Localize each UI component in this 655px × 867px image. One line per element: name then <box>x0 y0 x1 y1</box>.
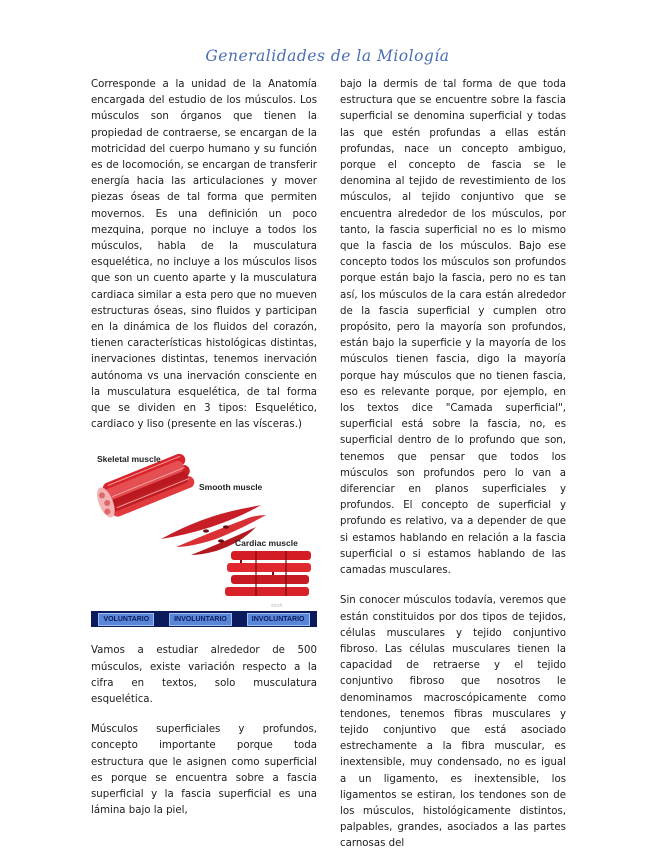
tag-involuntario-cardiac: INVOLUNTARIO <box>247 613 310 626</box>
left-column <box>91 77 317 834</box>
watermark: stock <box>271 603 283 610</box>
right-column <box>340 77 566 867</box>
paragraph-fascia: bajo la dermis de tal forma de que toda estructura que se encuentre sobre la fascia superficial se denomina superficial y todas las que estén profundas a ellas están profundas, nace un concepto ambiguo, porque el concepto de fascia se le denomina al tejido de revestimiento de los músculos, al tejido conjuntivo que se encuentra alrededor de los músculos, por tanto, la fascia superficial no es lo mismo que la fascia de los músculos. Bajo ese concepto todos los músculos son profundos porque están bajo la fascia, pero no es tan así, los músculos de la cara están alrededor de la fascia superficial y cumplen otro propósito, pero la mayoría son profundos, están bajo la superficie y la mayoría de los músculos tienen fascia, digo la mayoría porque hay músculos que no tienen fascia, eso es relevante porque, por ejemplo, en los textos dice "Camada superficial", superficial está sobre la fascia, no, es superficial dentro de lo profundo que son, tenemos que pensar que todos los músculos son profundos pero lo van a diferenciar en planos superficiales y profundos. El concepto de superficial y profundo es relativo, va a depender de que si estamos hablando en relación a la fascia superficial o si estamos hablando de las camadas musculares. <box>340 79 566 577</box>
label-skeletal: Skeletal muscle <box>97 454 161 465</box>
paragraph-superficial: Músculos superficiales y profundos, concepto importante porque toda estructura que le asignen como superficial es porque se encuentra sobre a fascia superficial y la fascia superficial es una lámina bajo la piel, <box>91 724 317 817</box>
label-smooth: Smooth muscle <box>199 482 263 493</box>
muscle-illustration <box>91 447 317 611</box>
paragraph-muscle-count: Vamos a estudiar alrededor de 500 músculos, existe variación respecto a la cifra en textos, solo musculatura esquelética. <box>91 645 317 706</box>
muscle-types-figure <box>91 447 317 627</box>
label-cardiac: Cardiac muscle <box>235 538 298 549</box>
tag-voluntario: VOLUNTARIO <box>98 613 154 626</box>
cardiac-muscle-image <box>225 551 311 596</box>
muscle-control-bar <box>91 611 317 627</box>
page-title: Generalidades de la Miología <box>205 47 450 65</box>
tag-involuntario-smooth: INVOLUNTARIO <box>169 613 232 626</box>
paragraph-intro: Corresponde a la unidad de la Anatomía encargada del estudio de los músculos. Los músculos son órganos que tienen la propiedad de contraerse, se encargan de la motricidad del cuerpo humano y su función es de locomoción, se encargan de transferir energía hacia las articulaciones y mover piezas óseas de tal forma que permiten movernos. Es una definición un poco mezquina, porque no incluye a todos los músculos, habla de la musculatura esquelética, no incluye a los músculos lisos que son un cuento aparte y la musculatura cardiaca similar a esta pero que no mueven estructuras óseas, sino fluidos y participan en la dinámica de los fluidos del corazón, tienen características histológicas distintas, inervaciones distintas, tenemos inervación autónoma vs una inervación consciente en la musculatura esquelética, de tal forma que se dividen en 3 tipos: Esquelético, cardiaco y liso (presente en las vísceras.) <box>91 79 317 431</box>
paragraph-tissues: Sin conocer músculos todavía, veremos que están constituidos por dos tipos de tejidos, células musculares y tejido conjuntivo fibroso. Las células musculares tienen la capacidad de retraerse y el tejido conjuntivo fibroso que nosotros le denominamos macroscópicamente como tendones, tenemos fibras musculares y tejido conjuntivo que está asociado estrechamente a la fibra muscular, es inextensible, muy condensado, no es igual a un ligamento, es inextensible, los ligamentos se estiran, los tendones son de los músculos, histológicamente distintos, palpables, grandes, asociados a las partes carnosas del <box>340 595 566 850</box>
